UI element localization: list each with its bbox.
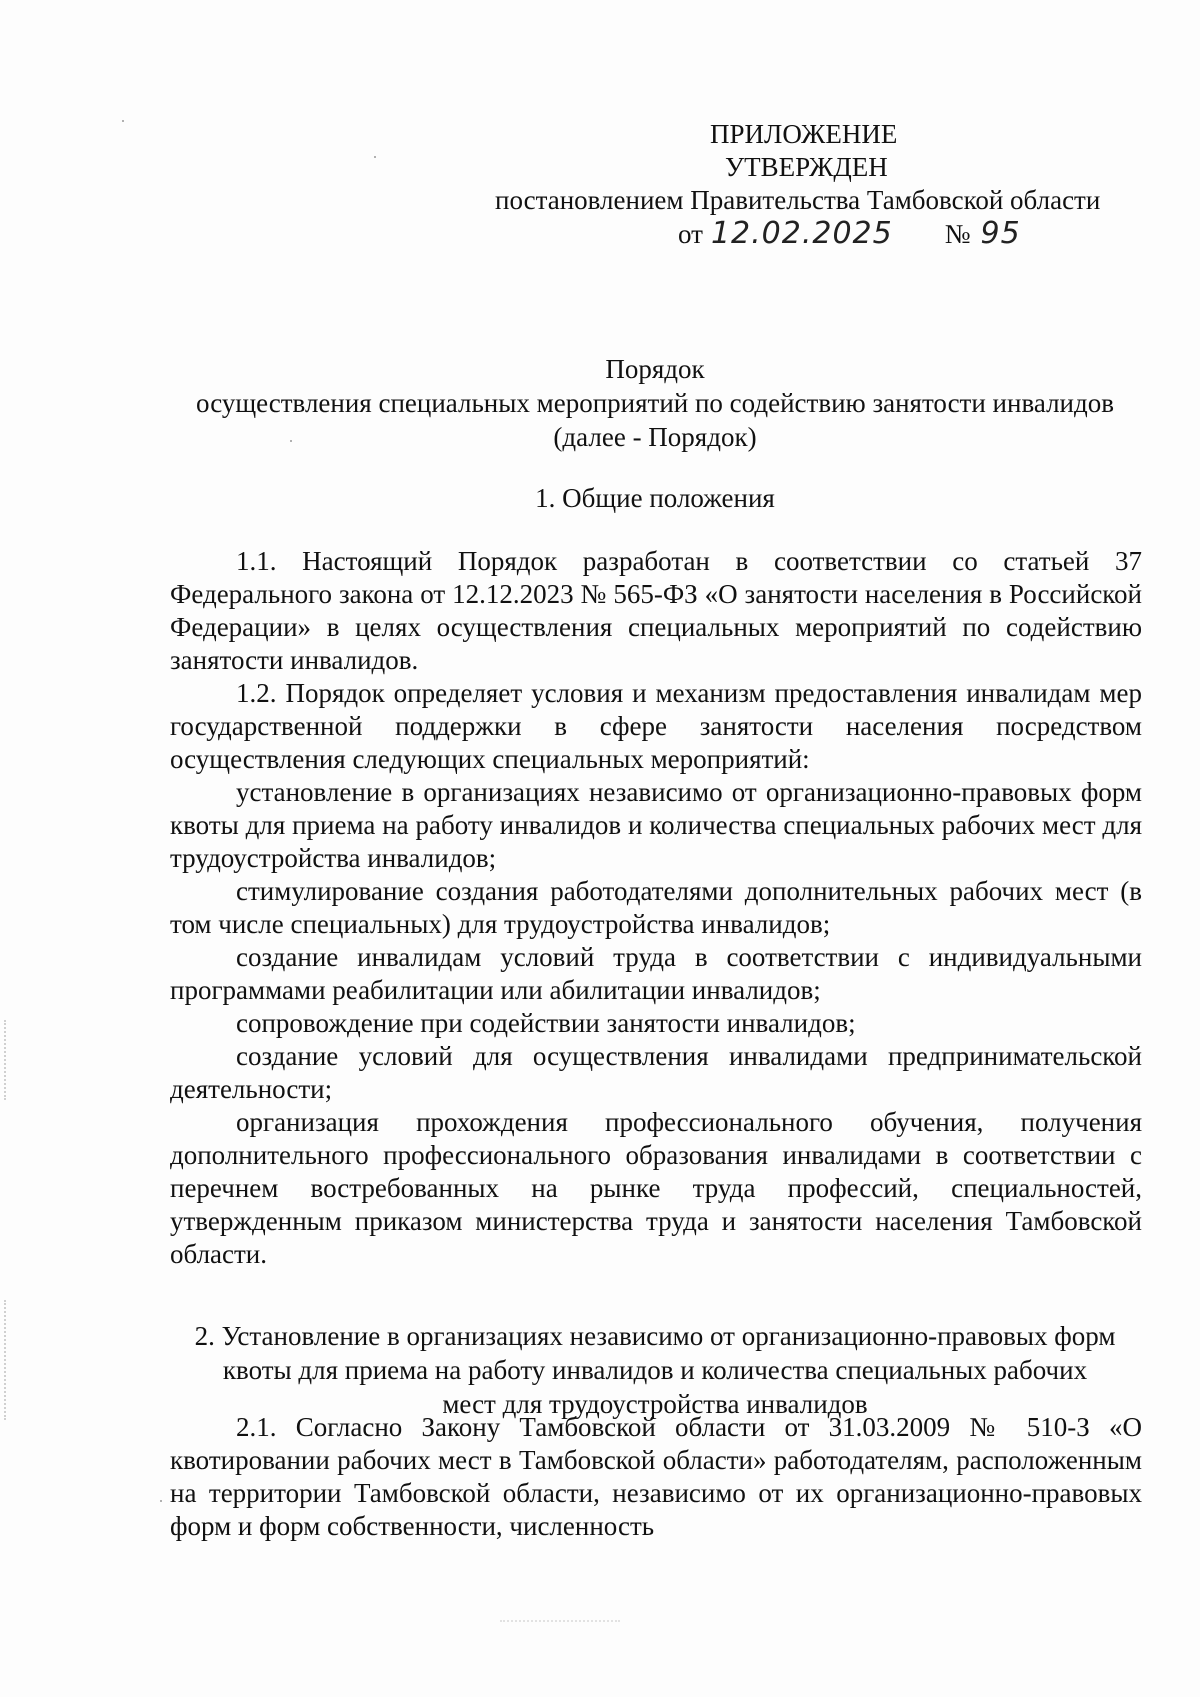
scan-speck bbox=[374, 156, 376, 158]
paragraph-1-1: 1.1. Настоящий Порядок разработан в соответствии со статьей 37 Федерального закона от 12.12.2023 № 565-ФЗ «О занятости населения в Российской Федерации» в целях осуществления специальных мероприятий по содействию занятости инвалидов. bbox=[170, 546, 1142, 675]
approval-decree-line: постановлением Правительства Тамбовской области bbox=[495, 185, 1101, 215]
approval-block bbox=[480, 118, 1140, 251]
approval-date-number-line bbox=[480, 217, 1140, 251]
section-1-heading: 1. Общие положения bbox=[535, 483, 775, 513]
list-item-support: сопровождение при содействии занятости инвалидов; bbox=[236, 1008, 856, 1038]
document-title bbox=[170, 352, 1140, 454]
title-line-3: (далее - Порядок) bbox=[553, 422, 757, 452]
title-line-1: Порядок bbox=[605, 354, 705, 384]
scan-edge-marks bbox=[4, 1020, 8, 1100]
list-item-entrepreneurship: создание условий для осуществления инвалидами предпринимательской деятельности; bbox=[170, 1041, 1142, 1104]
paragraph-2-1: 2.1. Согласно Закону Тамбовской области от 31.03.2009 № 510-З «О квотировании рабочих мест в Тамбовской области» работодателям, расположенным на территории Тамбовской области, независимо от их организационно-правовых форм и форм собственности, численность bbox=[170, 1412, 1142, 1541]
number-prefix: № bbox=[944, 219, 971, 249]
section-2-body bbox=[170, 1411, 1142, 1543]
approval-approved-label: УТВЕРЖДЕН bbox=[725, 152, 888, 182]
scan-speck bbox=[160, 1500, 162, 1502]
approval-appendix-label: ПРИЛОЖЕНИЕ bbox=[710, 119, 898, 149]
scan-speck bbox=[122, 120, 124, 122]
section-1-body bbox=[170, 545, 1142, 1271]
paragraph-1-2: 1.2. Порядок определяет условия и механизм предоставления инвалидам мер государственной поддержки в сфере занятости населения посредством осуществления следующих специальных мероприятий: bbox=[170, 678, 1142, 774]
list-item-stimulation: стимулирование создания работодателями дополнительных рабочих мест (в том числе специальных) для трудоустройства инвалидов; bbox=[170, 876, 1142, 939]
date-prefix: от bbox=[678, 219, 703, 249]
section-2-heading-line-1: 2. Установление в организациях независимо от организационно-правовых форм bbox=[194, 1321, 1116, 1351]
scan-edge-marks bbox=[4, 1300, 8, 1420]
scan-speck bbox=[290, 440, 292, 442]
handwritten-date: 12.02.2025 bbox=[710, 216, 893, 251]
title-line-2: осуществления специальных мероприятий по содействию занятости инвалидов bbox=[196, 388, 1114, 418]
handwritten-number: 95 bbox=[980, 216, 1021, 251]
scan-footer-smudge bbox=[500, 1620, 620, 1626]
list-item-quota: установление в организациях независимо от организационно-правовых форм квоты для приема на работу инвалидов и количества специальных рабочих мест для трудоустройства инвалидов; bbox=[170, 777, 1142, 873]
list-item-work-conditions: создание инвалидам условий труда в соответствии с индивидуальными программами реабилитации или абилитации инвалидов; bbox=[170, 942, 1142, 1005]
section-2-heading-line-3: мест для трудоустройства инвалидов bbox=[442, 1389, 868, 1419]
section-2-heading-line-2: квоты для приема на работу инвалидов и количества специальных рабочих bbox=[222, 1355, 1088, 1385]
list-item-training: организация прохождения профессионального обучения, получения дополнительного профессионального образования инвалидами в соответствии с перечнем востребованных на рынке труда профессий, специальностей, утвержденным приказом министерства труда и занятости населения Тамбовской области. bbox=[170, 1107, 1142, 1269]
section-2-heading bbox=[170, 1319, 1140, 1421]
